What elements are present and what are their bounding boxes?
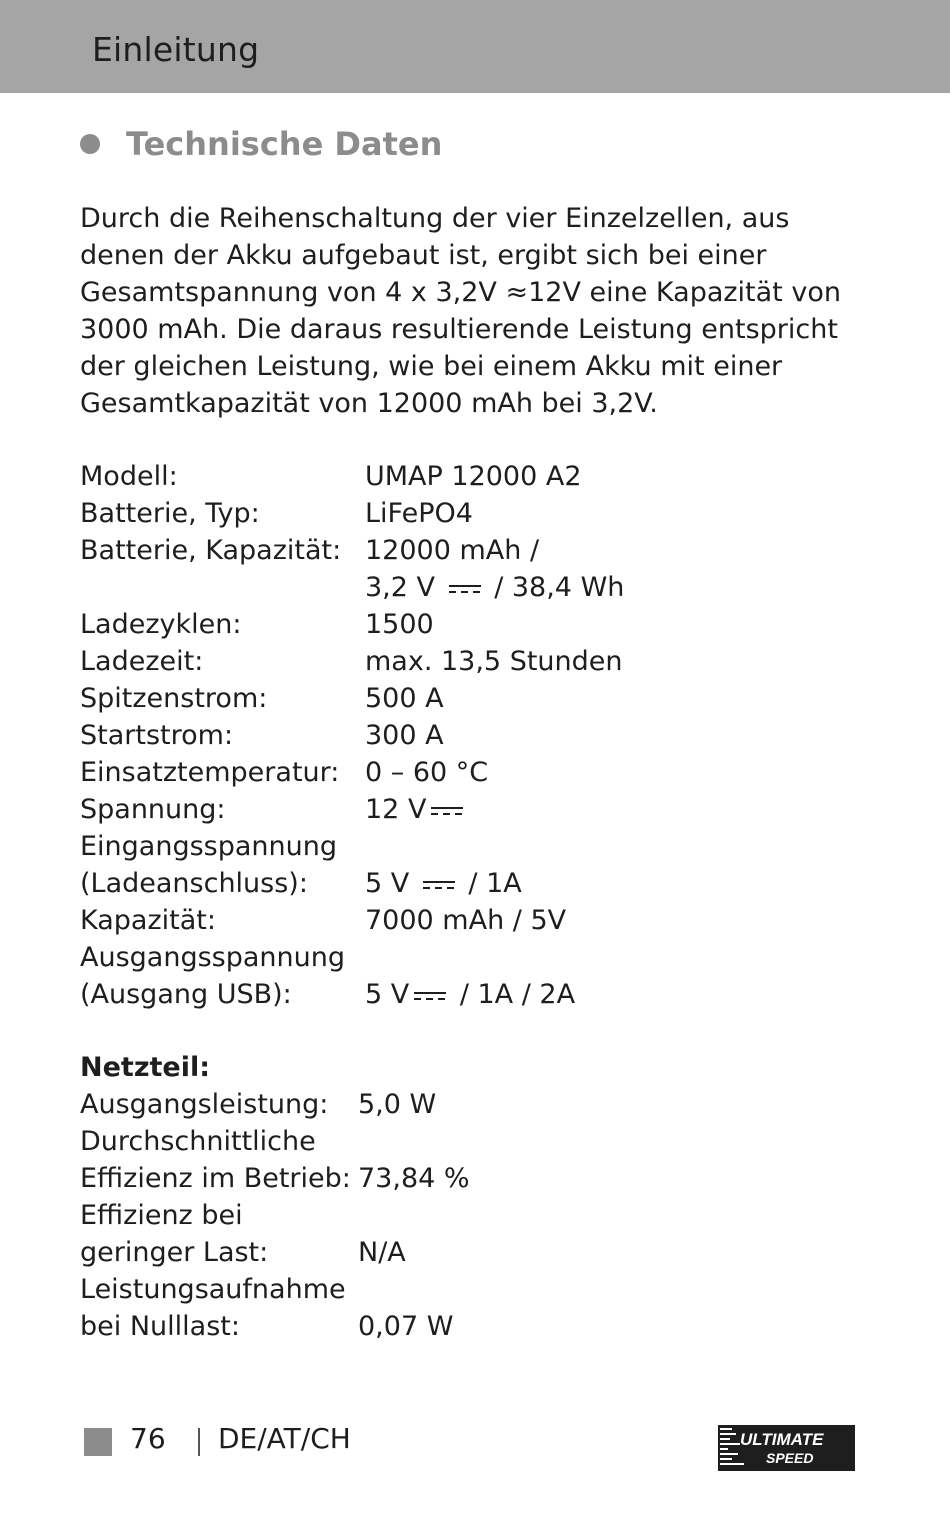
spec-row-charge-time bbox=[80, 643, 880, 680]
spec-value-pre: 3,2 V bbox=[365, 572, 435, 603]
spec-row-start-current bbox=[80, 717, 880, 754]
ultimate-speed-logo bbox=[718, 1425, 855, 1471]
spec-row-low-load bbox=[80, 1234, 880, 1271]
spec-value-line bbox=[365, 569, 624, 606]
intro-line: 3000 mAh. Die daraus resultierende Leistung entspricht bbox=[80, 314, 838, 345]
footer-divider bbox=[198, 1428, 200, 1456]
spec-label: Effizienz bei bbox=[80, 1200, 243, 1231]
spec-value-post: / 1A / 2A bbox=[459, 979, 576, 1010]
brand-line2: SPEED bbox=[766, 1450, 814, 1466]
dc-symbol-icon bbox=[430, 806, 464, 816]
spec-value: 73,84 % bbox=[358, 1163, 470, 1194]
spec-label: Leistungsaufnahme bbox=[80, 1274, 346, 1305]
intro-line: Durch die Reihenschaltung der vier Einzelzellen, aus bbox=[80, 203, 790, 234]
footer-region: DE/AT/CH bbox=[218, 1422, 351, 1455]
spec-value: max. 13,5 Stunden bbox=[365, 646, 623, 677]
spec-row-battery-type bbox=[80, 495, 880, 532]
section-heading bbox=[80, 122, 442, 166]
spec-row-voltage bbox=[80, 791, 880, 828]
spec-row-output-power bbox=[80, 1086, 880, 1123]
spec-row-temperature bbox=[80, 754, 880, 791]
spec-label: Effizienz im Betrieb: bbox=[80, 1163, 351, 1194]
spec-row-no-load bbox=[80, 1308, 880, 1345]
spec-row-input-voltage-label bbox=[80, 828, 880, 865]
spec-label: Spitzenstrom: bbox=[80, 683, 268, 714]
spec-value: 5,0 W bbox=[358, 1089, 437, 1120]
spec-value-pre: 5 V bbox=[365, 868, 410, 899]
brand-line1: ULTIMATE bbox=[740, 1430, 824, 1449]
spec-label: Startstrom: bbox=[80, 720, 234, 751]
spec-label: bei Nulllast: bbox=[80, 1311, 240, 1342]
spec-value: UMAP 12000 A2 bbox=[365, 461, 582, 492]
spec-label: Ausgangsspannung bbox=[80, 942, 345, 973]
spec-row-output-voltage-label bbox=[80, 939, 880, 976]
dc-symbol-icon bbox=[448, 584, 482, 594]
spec-row-no-load-label bbox=[80, 1271, 880, 1308]
spec-row-peak-current bbox=[80, 680, 880, 717]
spec-label: (Ladeanschluss): bbox=[80, 868, 308, 899]
spec-value: N/A bbox=[358, 1237, 406, 1268]
power-supply-title: Netzteil: bbox=[80, 1052, 211, 1083]
spec-label: geringer Last: bbox=[80, 1237, 269, 1268]
spec-label: Modell: bbox=[80, 461, 178, 492]
spec-label: Einsatztemperatur: bbox=[80, 757, 340, 788]
spec-label: Spannung: bbox=[80, 794, 226, 825]
spec-value: 1500 bbox=[365, 609, 434, 640]
spec-row-input-voltage bbox=[80, 865, 880, 902]
intro-paragraph bbox=[80, 200, 880, 422]
spec-label: Eingangsspannung bbox=[80, 831, 338, 862]
page-header bbox=[0, 0, 950, 93]
spec-row-avg-efficiency-label bbox=[80, 1123, 880, 1160]
spec-label: Ausgangsleistung: bbox=[80, 1089, 329, 1120]
footer-square-icon bbox=[84, 1428, 112, 1456]
spec-value: 0 – 60 °C bbox=[365, 757, 489, 788]
spec-row-output-voltage bbox=[80, 976, 880, 1013]
section-title: Technische Daten bbox=[126, 125, 443, 163]
spec-label: (Ausgang USB): bbox=[80, 979, 292, 1010]
spec-label: Ladezeit: bbox=[80, 646, 204, 677]
spec-row-battery-capacity bbox=[80, 532, 880, 569]
spec-value: 7000 mAh / 5V bbox=[365, 905, 567, 936]
spec-label: Ladezyklen: bbox=[80, 609, 242, 640]
spec-row-cycles bbox=[80, 606, 880, 643]
intro-line: Gesamtkapazität von 12000 mAh bei 3,2V. bbox=[80, 388, 658, 419]
bullet-icon bbox=[80, 134, 100, 154]
intro-line: Gesamtspannung von 4 x 3,2V ≈12V eine Kapazität von bbox=[80, 277, 841, 308]
spec-table bbox=[80, 458, 880, 1345]
spec-row-model bbox=[80, 458, 880, 495]
spec-value-pre: 5 V bbox=[365, 979, 410, 1010]
spec-value-post: / 1A bbox=[468, 868, 522, 899]
spec-value-line bbox=[365, 791, 468, 828]
header-title: Einleitung bbox=[92, 30, 260, 69]
page-number: 76 bbox=[130, 1422, 166, 1455]
spec-value-line bbox=[365, 976, 575, 1013]
spec-label: Batterie, Kapazität: bbox=[80, 535, 342, 566]
spec-value: 500 A bbox=[365, 683, 444, 714]
spec-row-low-load-label bbox=[80, 1197, 880, 1234]
intro-line: der gleichen Leistung, wie bei einem Akku mit einer bbox=[80, 351, 783, 382]
spec-label: Kapazität: bbox=[80, 905, 216, 936]
spec-value: LiFePO4 bbox=[365, 498, 473, 529]
spec-value: 12000 mAh / bbox=[365, 535, 540, 566]
spec-row-avg-efficiency bbox=[80, 1160, 880, 1197]
spec-label: Batterie, Typ: bbox=[80, 498, 260, 529]
spec-value: 300 A bbox=[365, 720, 444, 751]
spec-row-capacity bbox=[80, 902, 880, 939]
spec-value-pre: 12 V bbox=[365, 794, 427, 825]
dc-symbol-icon bbox=[413, 991, 447, 1001]
dc-symbol-icon bbox=[422, 880, 456, 890]
spec-label: Durchschnittliche bbox=[80, 1126, 316, 1157]
intro-line: denen der Akku aufgebaut ist, ergibt sich bei einer bbox=[80, 240, 767, 271]
spec-row-battery-capacity-cont bbox=[80, 569, 880, 606]
spec-value-post: / 38,4 Wh bbox=[494, 572, 625, 603]
spec-value: 0,07 W bbox=[358, 1311, 454, 1342]
spec-value-line bbox=[365, 865, 522, 902]
